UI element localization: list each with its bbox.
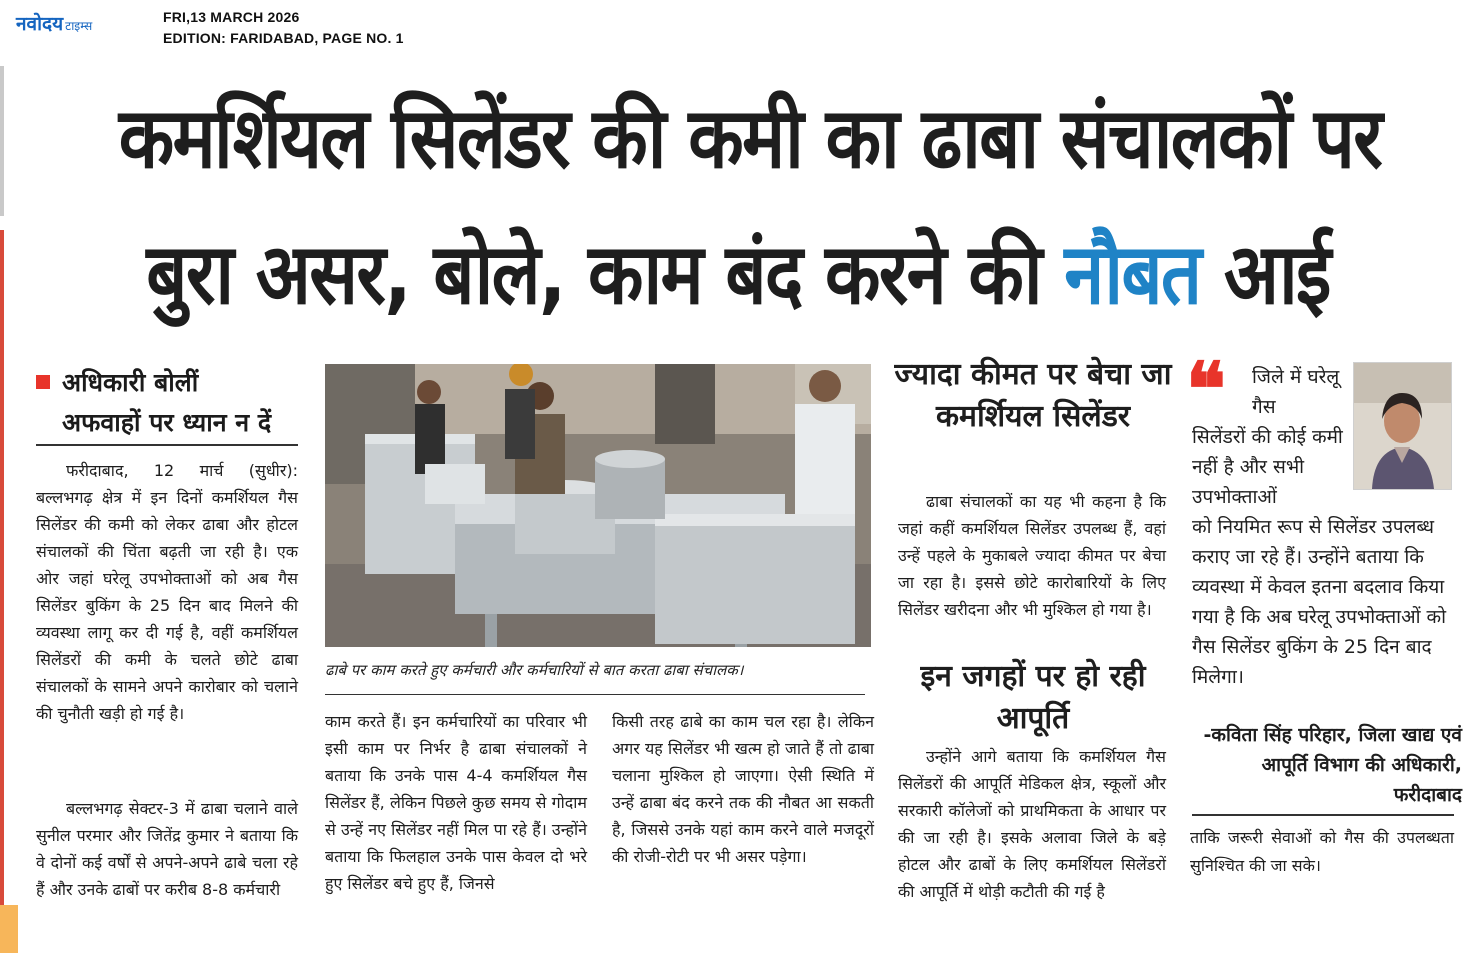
- caption-rule: [325, 694, 865, 695]
- article-paragraph-2: बल्लभगढ़ सेक्टर-3 में ढाबा चलाने वाले सुनील परमार और जितेंद्र कुमार ने बताया कि वे दोनों कई वर्षों से अपने-अपने ढाबे चला रहे हैं और उनके ढाबों पर करीब 8-8 कर्मचारी: [36, 799, 298, 899]
- officer-portrait: [1353, 362, 1452, 490]
- date-line: FRI,13 MARCH 2026: [163, 9, 300, 25]
- sidebar-paragraph-1: ढाबा संचालकों का यह भी कहना है कि जहां कहीं कमर्शियल सिलेंडर उपलब्ध हैं, वहां उन्हें पहले के मुकाबले ज्यादा कीमत पर बेचा जा रहा है। इससे छोटे कारोबारियों के लिए सिलेंडर खरीदना और भी मुश्किल हो गया है।: [898, 492, 1166, 619]
- sidebar-heading-supply-places: इन जगहों पर हो रही आपूर्ति: [920, 659, 1146, 736]
- quote-line-3: सिलेंडरों की कोई कमी नहीं है और सभी उपभोक्ताओं: [1192, 426, 1343, 508]
- page-edge-orange-strip: [0, 905, 18, 953]
- quote-attribution: -कविता सिंह परिहार, जिला खाद्य एवं आपूर्ति विभाग की अधिकारी, फरीदाबाद: [1203, 724, 1462, 806]
- sidebar-paragraph-2: उन्होंने आगे बताया कि कमर्शियल गैस सिलेंडरों की आपूर्ति मेडिकल क्षेत्र, स्कूलों और सरकारी कॉलेजों को प्राथमिकता के आधार पर की जा रही है। इसके अलावा जिले के बड़े होटल और ढाबों के लिए कमर्शियल सिलेंडरों की आपूर्ति में थोड़ी कटौती की गई है: [898, 747, 1166, 901]
- headline-line-1: कमर्शियल सिलेंडर की कमी का ढाबा संचालकों पर: [118, 89, 1382, 187]
- quote-text: को नियमित रूप से सिलेंडर उपलब्ध कराए जा रहे हैं। उन्होंने बताया कि व्यवस्था में केवल इतना बदलाव किया गया है कि अब घरेलू उपभोक्ताओं को गैस सिलेंडर बुकिंग के 25 दिन बाद मिलेगा।: [1192, 516, 1447, 688]
- subheading-line-2: अफवाहों पर ध्यान न दें: [62, 408, 272, 437]
- logo-sub-text: टाइम्स: [65, 19, 93, 33]
- sidebar-heading-higher-price: ज्यादा कीमत पर बेचा जा कमर्शियल सिलेंडर: [894, 357, 1172, 434]
- red-square-bullet-icon: [36, 375, 50, 389]
- headline-line-2-start: बुरा असर, बोले, काम बंद करने की: [146, 225, 1041, 323]
- headline-line-2: [119, 224, 1357, 324]
- photo-caption: ढाबे पर काम करते हुए कर्मचारी और कर्मचारियों से बात करता ढाबा संचालक।: [325, 661, 744, 679]
- headline-line-2-end: आई: [1223, 225, 1330, 323]
- quote-rule: [1192, 814, 1454, 816]
- article-paragraph-3: काम करते हैं। इन कर्मचारियों का परिवार भी इसी काम पर निर्भर है ढाबा संचालकों ने बताया कि उनके पास 4-4 कमर्शियल गैस सिलेंडर हैं, लेकिन पिछले कुछ समय से गोदाम से उन्हें नए सिलेंडर नहीं मिल पा रहे हैं। उन्होंने बताया कि फिलहाल उनके पास केवल दो भरे हुए सिलेंडर बचे हुए हैं, जिनसे: [325, 712, 587, 893]
- dhaba-photo: [325, 364, 871, 647]
- subheading-line-1: अधिकारी बोलीं: [62, 368, 199, 397]
- quote-followup-paragraph: ताकि जरूरी सेवाओं को गैस की उपलब्धता सुनिश्चित की जा सके।: [1190, 828, 1454, 875]
- article-paragraph-1: फरीदाबाद, 12 मार्च (सुधीर): बल्लभगढ़ क्षेत्र में इन दिनों कमर्शियल गैस सिलेंडर की कमी को लेकर ढाबा और होटल संचालकों की चिंता बढ़ती जा रही है। एक ओर जहां घरेलू उपभोक्ताओं को अब गैस सिलेंडर बुकिंग के 25 दिन बाद मिलने की व्यवस्था लागू कर दी गई है, वहीं कमर्शियल सिलेंडरों की कमी के चलते छोटे ढाबा संचालकों के सामने अपने कारोबार को चलाने की चुनौती खड़ी हो गई है।: [36, 461, 298, 723]
- page-edge-red-strip: [0, 230, 4, 930]
- article-paragraph-4: किसी तरह ढाबे का काम चल रहा है। लेकिन अगर यह सिलेंडर भी खत्म हो जाते हैं तो ढाबा चलाना मुश्किल हो जाएगा। ऐसी स्थिति में उन्हें ढाबा बंद करने तक की नौबत आ सकती है, जिससे उनके यहां काम करने वाले मजदूरों की रोजी-रोटी पर भी असर पड़ेगा।: [612, 712, 874, 866]
- newspaper-logo: [16, 10, 140, 36]
- page-edge-divider: [0, 66, 4, 216]
- logo-main-text: नवोदय: [16, 13, 64, 35]
- headline-highlight-word: नौबत: [1064, 225, 1201, 323]
- quote-intro: जिले में घरेलू गैस: [1252, 366, 1340, 418]
- subheading-rule: [36, 444, 298, 446]
- quote-mark-icon: ❝: [1186, 347, 1226, 433]
- edition-line: EDITION: FARIDABAD, PAGE NO. 1: [163, 30, 404, 46]
